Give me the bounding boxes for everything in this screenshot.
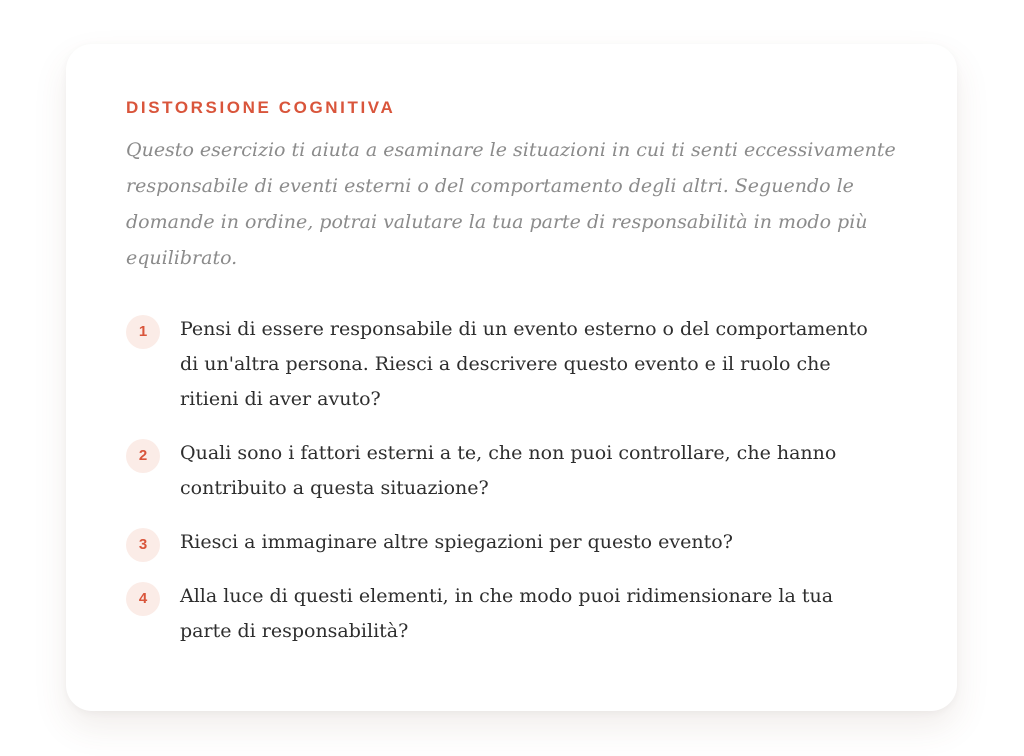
question-number-badge: 3	[126, 528, 160, 562]
question-number-badge: 4	[126, 582, 160, 616]
question-number-badge: 2	[126, 439, 160, 473]
question-item	[126, 525, 897, 560]
category-label: DISTORSIONE COGNITIVA	[126, 98, 396, 117]
intro-text: Questo esercizio ti aiuta a esaminare le situazioni in cui ti senti eccessivamente responsabile di eventi esterni o del comportamento degli altri. Seguendo le domande in ordine, potrai valutare la tua parte di responsabilità in modo più equilibrato.	[126, 139, 896, 269]
exercise-card	[66, 44, 957, 711]
question-text: Alla luce di questi elementi, in che modo puoi ridimensionare la tua parte di responsabilità?	[180, 585, 834, 642]
question-item	[126, 312, 897, 417]
question-text: Pensi di essere responsabile di un evento esterno o del comportamento di un'altra persona. Riesci a descrivere questo evento e il ruolo che ritieni di aver avuto?	[180, 318, 868, 410]
question-text: Riesci a immaginare altre spiegazioni per questo evento?	[180, 531, 733, 553]
question-text: Quali sono i fattori esterni a te, che non puoi controllare, che hanno contribuito a questa situazione?	[180, 442, 837, 499]
question-item	[126, 579, 897, 649]
question-list	[126, 312, 897, 649]
question-item	[126, 436, 897, 506]
question-number-badge: 1	[126, 315, 160, 349]
